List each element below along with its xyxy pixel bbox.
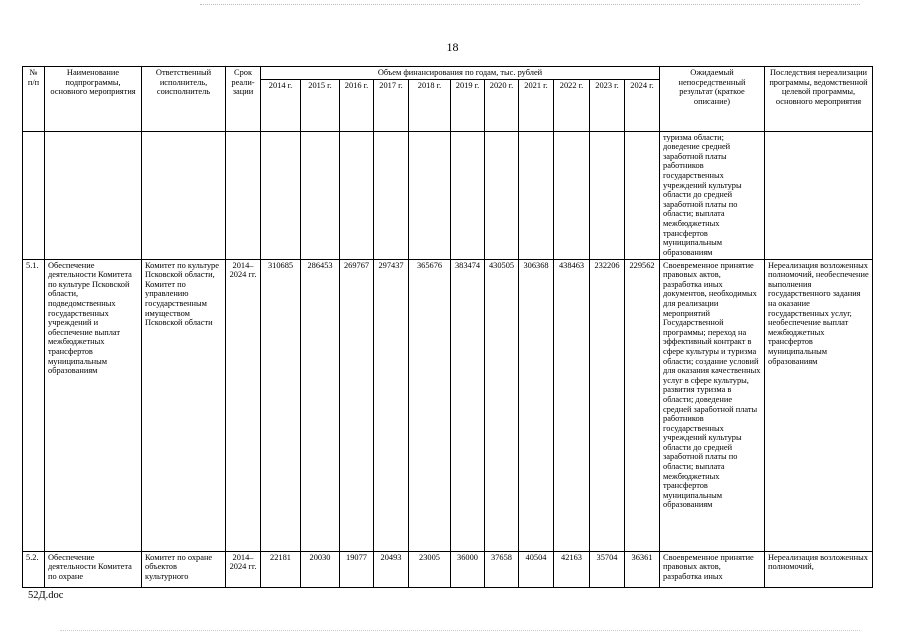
- row-name: Обеспечение деятельности Комитета по охране: [45, 551, 142, 587]
- header-row-1: [23, 67, 873, 80]
- header-year: 2023 г.: [590, 79, 625, 131]
- header-year: 2019 г.: [451, 79, 485, 131]
- header-result: Ожидаемый непосредственный результат (краткое описание): [660, 67, 765, 132]
- row-executor: Комитет по охране объектов культурного: [142, 551, 226, 587]
- header-year: 2021 г.: [519, 79, 554, 131]
- row-num: 5.2.: [23, 551, 45, 587]
- document-filename: 52Д.doc: [28, 590, 64, 601]
- header-year: 2024 г.: [625, 79, 660, 131]
- row-period: 2014–2024 гг.: [226, 551, 261, 587]
- row-name: Обеспечение деятельности Комитета по культуре Псковской области, подведомственных государственных учреждений и обеспечение выплат межбюджетных трансфертов муниципальным образованиям: [45, 259, 142, 551]
- header-consequences: Последствия нереализации программы, ведомственной целевой программы, основного мероприятия: [765, 67, 873, 132]
- row-value: 35704: [590, 551, 625, 587]
- row-result: Своевременное принятие правовых актов, разработка иных документов, необходимых для реализации мероприятий Государственной программы; переход на эффективный контракт в сфере культуры и туризма области; создание условий для оказания качественных услуг в сфере культуры, развития туризма в области; доведение средней заработной платы работников государственных учреждений культуры области до средней заработной платы по области; выплата межбюджетных трансфертов муниципальным образованиям: [660, 259, 765, 551]
- continuation-result: туризма области; доведение средней заработной платы работников государственных учреждений культуры области до средней заработной платы по области; выплата межбюджетных трансфертов муниципальным образованиям: [660, 131, 765, 259]
- row-value: 365676: [409, 259, 451, 551]
- row-value: 438463: [554, 259, 590, 551]
- row-value: 19077: [340, 551, 374, 587]
- row-value: 42163: [554, 551, 590, 587]
- row-value: 310685: [261, 259, 301, 551]
- header-period: Срок реали-зации: [226, 67, 261, 132]
- header-year: 2017 г.: [374, 79, 409, 131]
- continuation-row: [23, 131, 873, 259]
- program-table: [22, 66, 873, 588]
- row-value: 23005: [409, 551, 451, 587]
- header-year: 2022 г.: [554, 79, 590, 131]
- row-value: 306368: [519, 259, 554, 551]
- row-executor: Комитет по культуре Псковской области, Комитет по управлению государственным имуществом Псковской области: [142, 259, 226, 551]
- row-value: 22181: [261, 551, 301, 587]
- row-result: Своевременное принятие правовых актов, разработка иных: [660, 551, 765, 587]
- header-funding: Объем финансирования по годам, тыс. рублей: [261, 67, 660, 80]
- row-period: 2014–2024 гг.: [226, 259, 261, 551]
- header-year: 2016 г.: [340, 79, 374, 131]
- row-value: 229562: [625, 259, 660, 551]
- row-value: 36000: [451, 551, 485, 587]
- row-consequences: Нереализация возложенных полномочий, необеспечение выполнения государственного задания на оказание государственных услуг, необеспечение выплат межбюджетных трансфертов муниципальным образованиям: [765, 259, 873, 551]
- row-value: 297437: [374, 259, 409, 551]
- row-value: 20493: [374, 551, 409, 587]
- header-num: № п/п: [23, 67, 45, 132]
- table-row: [23, 259, 873, 551]
- row-value: 286453: [301, 259, 340, 551]
- row-value: 37658: [485, 551, 519, 587]
- scan-artifact-top: [200, 4, 860, 5]
- row-consequences: Нереализация возложенных полномочий,: [765, 551, 873, 587]
- row-value: 40504: [519, 551, 554, 587]
- table-row: [23, 551, 873, 587]
- row-value: 383474: [451, 259, 485, 551]
- row-value: 36361: [625, 551, 660, 587]
- header-year: 2020 г.: [485, 79, 519, 131]
- row-num: 5.1.: [23, 259, 45, 551]
- scan-artifact-bottom: [60, 630, 860, 631]
- page-number: 18: [446, 40, 459, 54]
- header-name: Наименование подпрограммы, основного мероприятия: [45, 67, 142, 132]
- header-executor: Ответственный исполнитель, соисполнитель: [142, 67, 226, 132]
- row-value: 269767: [340, 259, 374, 551]
- row-value: 232206: [590, 259, 625, 551]
- header-year: 2018 г.: [409, 79, 451, 131]
- row-value: 430505: [485, 259, 519, 551]
- row-value: 20030: [301, 551, 340, 587]
- header-year: 2014 г.: [261, 79, 301, 131]
- header-year: 2015 г.: [301, 79, 340, 131]
